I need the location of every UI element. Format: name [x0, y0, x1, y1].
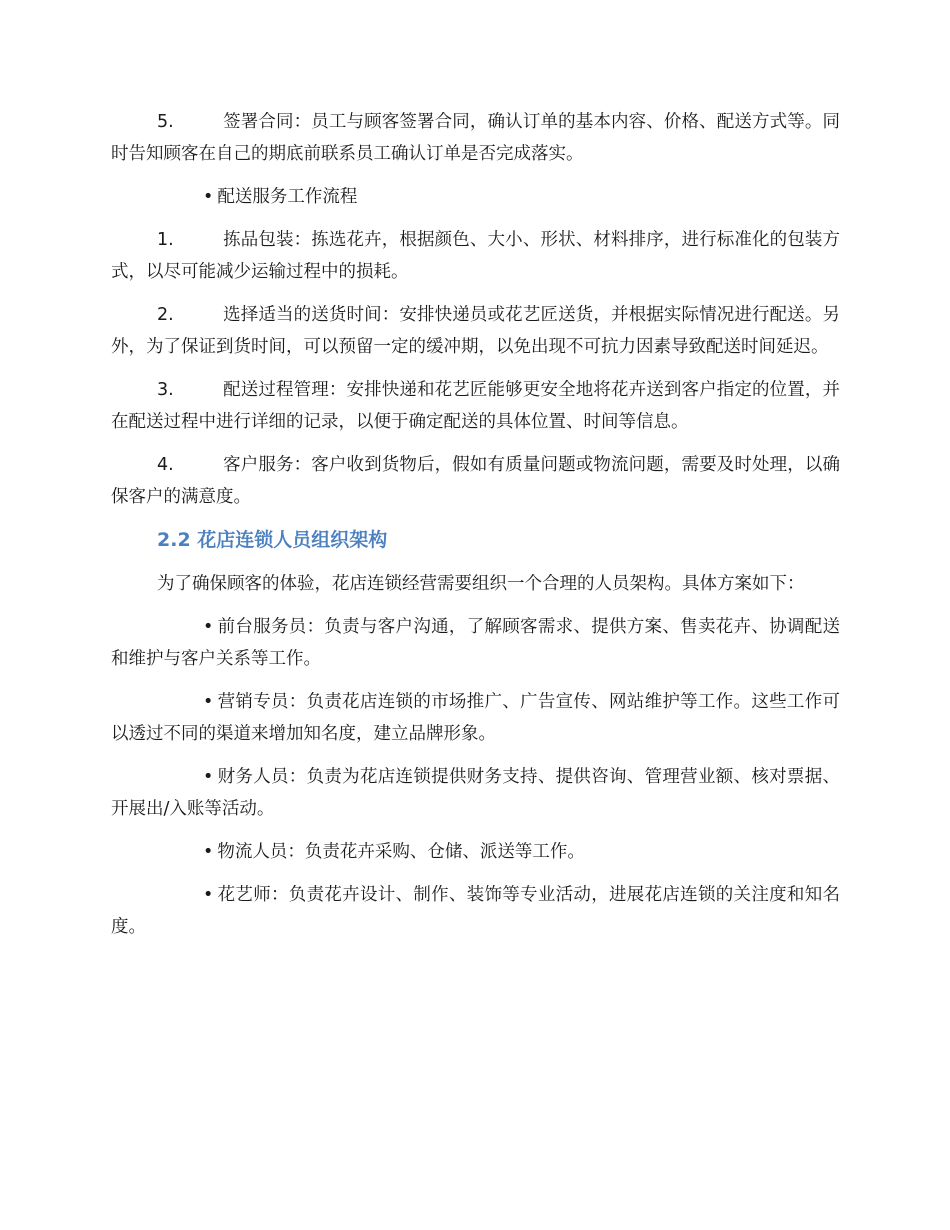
list-text: 客户服务：客户收到货物后，假如有质量问题或物流问题，需要及时处理，以确保客户的满意度。 — [111, 455, 840, 507]
bullet-finance — [111, 761, 840, 825]
bullet-icon: • — [203, 692, 214, 712]
bullet-text: 财务人员：负责为花店连锁提供财务支持、提供咨询、管理营业额、核对票据、开展出/入账等活动。 — [111, 767, 840, 819]
bullet-icon: • — [203, 885, 214, 905]
list-number: 2. — [157, 305, 174, 325]
list-number: 3. — [157, 380, 174, 400]
list-item-delivery-time — [111, 299, 840, 363]
bullet-text: 花艺师：负责花卉设计、制作、装饰等专业活动，进展花店连锁的关注度和知名度。 — [111, 885, 840, 937]
list-item-delivery-management — [111, 374, 840, 438]
bullet-front-desk — [111, 611, 840, 675]
list-text: 签署合同：员工与顾客签署合同，确认订单的基本内容、价格、配送方式等。同时告知顾客在自己的期底前联系员工确认订单是否完成落实。 — [111, 112, 840, 164]
list-text: 配送过程管理：安排快递和花艺匠能够更安全地将花卉送到客户指定的位置，并在配送过程中进行详细的记录，以便于确定配送的具体位置、时间等信息。 — [111, 380, 840, 432]
bullet-text: 配送服务工作流程 — [217, 187, 358, 207]
bullet-icon: • — [203, 187, 214, 207]
bullet-delivery-workflow — [111, 181, 840, 213]
list-number: 5. — [157, 112, 174, 132]
list-item-customer-service — [111, 449, 840, 513]
list-number: 4. — [157, 455, 174, 475]
bullet-text: 前台服务员：负责与客户沟通，了解顾客需求、提供方案、售卖花卉、协调配送和维护与客户关系等工作。 — [111, 617, 840, 669]
intro-paragraph: 为了确保顾客的体验，花店连锁经营需要组织一个合理的人员架构。具体方案如下： — [157, 574, 805, 594]
bullet-marketing — [111, 686, 840, 750]
list-item-packing — [111, 224, 840, 288]
list-text: 选择适当的送货时间：安排快递员或花艺匠送货，并根据实际情况进行配送。另外，为了保证到货时间，可以预留一定的缓冲期，以免出现不可抗力因素导致配送时间延迟。 — [111, 305, 840, 357]
bullet-icon: • — [203, 842, 214, 862]
list-number: 1. — [157, 230, 174, 250]
bullet-text: 营销专员：负责花店连锁的市场推广、广告宣传、网站维护等工作。这些工作可以透过不同的渠道来增加知名度，建立品牌形象。 — [111, 692, 840, 744]
bullet-text: 物流人员：负责花卉采购、仓储、派送等工作。 — [217, 842, 585, 862]
list-item-sign-contract — [111, 106, 840, 170]
list-text: 拣品包装：拣选花卉，根据颜色、大小、形状、材料排序，进行标准化的包装方式，以尽可能减少运输过程中的损耗。 — [111, 230, 840, 282]
document-page — [111, 106, 840, 954]
bullet-icon: • — [203, 767, 214, 787]
bullet-logistics — [111, 836, 840, 868]
bullet-icon: • — [203, 617, 214, 637]
section-heading: 2.2 花店连锁人员组织架构 — [157, 529, 388, 551]
bullet-florist — [111, 879, 840, 943]
